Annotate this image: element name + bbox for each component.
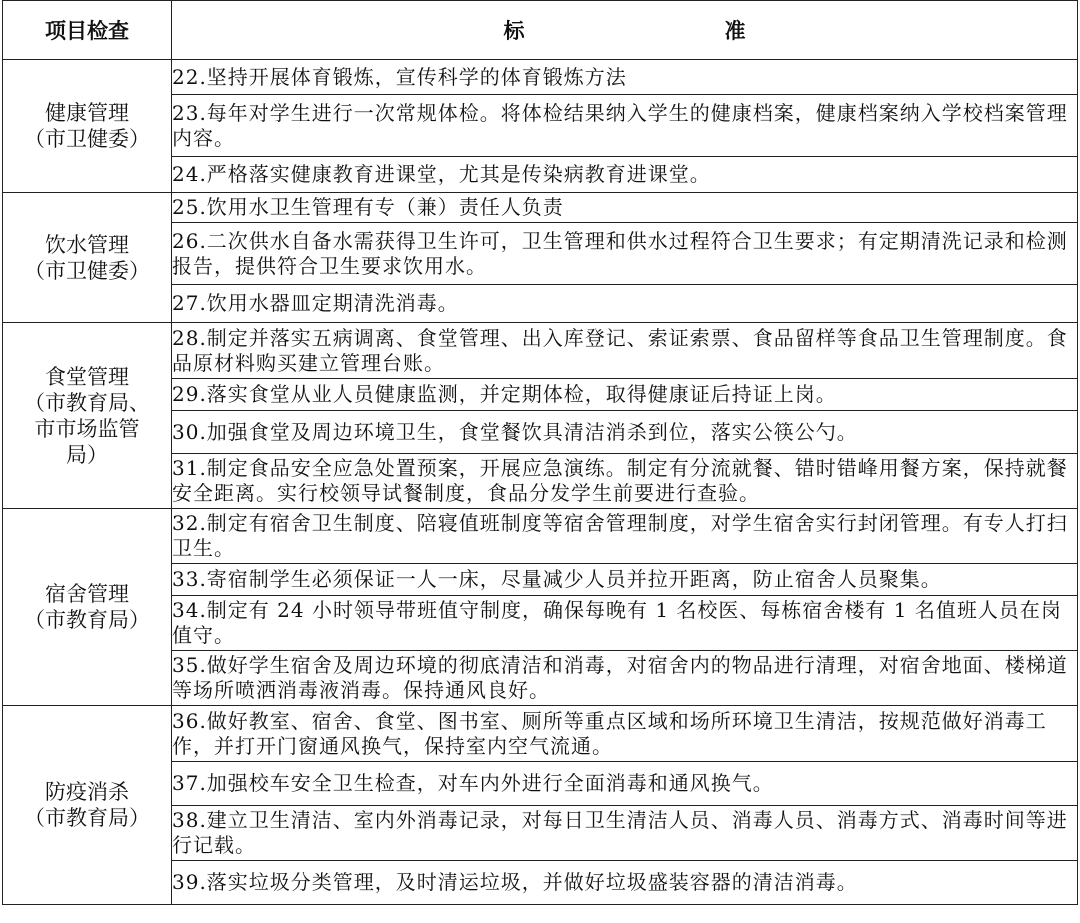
category-line: 饮水管理 (45, 232, 129, 257)
category-line: 食堂管理 (45, 364, 129, 389)
header-row (3, 1, 1078, 60)
category-cell (3, 706, 172, 905)
standard-item: 26.二次供水自备水需获得卫生许可，卫生管理和供水过程符合卫生要求；有定期清洗记录和检测报告，提供符合卫生要求饮用水。 (172, 223, 1078, 285)
standard-item: 32.制定有宿舍卫生制度、陪寝值班制度等宿舍管理制度，对学生宿舍实行封闭管理。有专人打扫卫生。 (172, 509, 1078, 564)
category-line: （市教育局） (24, 608, 150, 632)
standard-item: 39.落实垃圾分类管理，及时清运垃圾，并做好垃圾盛装容器的清洁消毒。 (172, 861, 1078, 905)
standard-item: 36.做好教室、宿舍、食堂、图书室、厕所等重点区域和场所环境卫生清洁，按规范做好消毒工作，并打开门窗通风换气，保持室内空气流通。 (172, 706, 1078, 762)
header-standard-char-2: 准 (724, 19, 746, 43)
standard-item: 22.坚持开展体育锻炼，宣传科学的体育锻炼方法 (172, 60, 1078, 95)
category-cell (3, 323, 172, 509)
standard-item: 34.制定有 24 小时领导带班值守制度，确保每晚有 1 名校医、每栋宿舍楼有 1 名值班人员在岗值守。 (172, 596, 1078, 651)
category-line: 宿舍管理 (45, 582, 129, 606)
header-standard-char-1: 标 (503, 19, 525, 43)
category-line: （市卫健委） (24, 258, 150, 283)
standard-item: 30.加强食堂及周边环境卫生，食堂餐饮具清洁消杀到位，落实公筷公勺。 (172, 411, 1078, 454)
category-cell (3, 509, 172, 706)
header-category: 项目检查 (3, 1, 172, 60)
table-row (3, 193, 1078, 223)
standard-item: 33.寄宿制学生必须保证一人一床，尽量减少人员并拉开距离，防止宿舍人员聚集。 (172, 564, 1078, 596)
table-row (3, 323, 1078, 379)
header-standard (172, 1, 1078, 60)
category-line: 局） (66, 442, 108, 467)
category-line: 市市场监管 (34, 416, 140, 441)
standard-item: 35.做好学生宿舍及周边环境的彻底清洁和消毒，对宿舍内的物品进行清理，对宿舍地面、楼梯道等场所喷洒消毒液消毒。保持通风良好。 (172, 651, 1078, 706)
category-cell (3, 193, 172, 323)
table-row (3, 509, 1078, 564)
category-cell (3, 60, 172, 193)
table-body (3, 60, 1078, 905)
category-line: （市教育局） (24, 806, 150, 830)
standard-item: 29.落实食堂从业人员健康监测，并定期体检，取得健康证后持证上岗。 (172, 379, 1078, 411)
standard-item: 28.制定并落实五病调离、食堂管理、出入库登记、索证索票、食品留样等食品卫生管理制度。食品原材料购买建立管理台账。 (172, 323, 1078, 379)
table-row (3, 60, 1078, 95)
standard-item: 37.加强校车安全卫生检查，对车内外进行全面消毒和通风换气。 (172, 762, 1078, 806)
standard-item: 23.每年对学生进行一次常规体检。将体检结果纳入学生的健康档案，健康档案纳入学校档案管理内容。 (172, 95, 1078, 157)
category-line: 防疫消杀 (45, 780, 129, 804)
standard-item: 38.建立卫生清洁、室内外消毒记录，对每日卫生清洁人员、消毒人员、消毒方式、消毒时间等进行记载。 (172, 806, 1078, 861)
category-line: （市教育局、 (24, 390, 150, 415)
table-row (3, 706, 1078, 762)
standard-item: 24.严格落实健康教育进课堂，尤其是传染病教育进课堂。 (172, 157, 1078, 193)
inspection-standards-table (2, 0, 1078, 905)
category-line: （市卫健委） (24, 127, 150, 151)
standard-item: 25.饮用水卫生管理有专（兼）责任人负责 (172, 193, 1078, 223)
standard-item: 31.制定食品安全应急处置预案，开展应急演练。制定有分流就餐、错时错峰用餐方案，保持就餐安全距离。实行校领导试餐制度，食品分发学生前要进行查验。 (172, 454, 1078, 509)
standard-item: 27.饮用水器皿定期清洗消毒。 (172, 285, 1078, 323)
category-line: 健康管理 (45, 101, 129, 125)
